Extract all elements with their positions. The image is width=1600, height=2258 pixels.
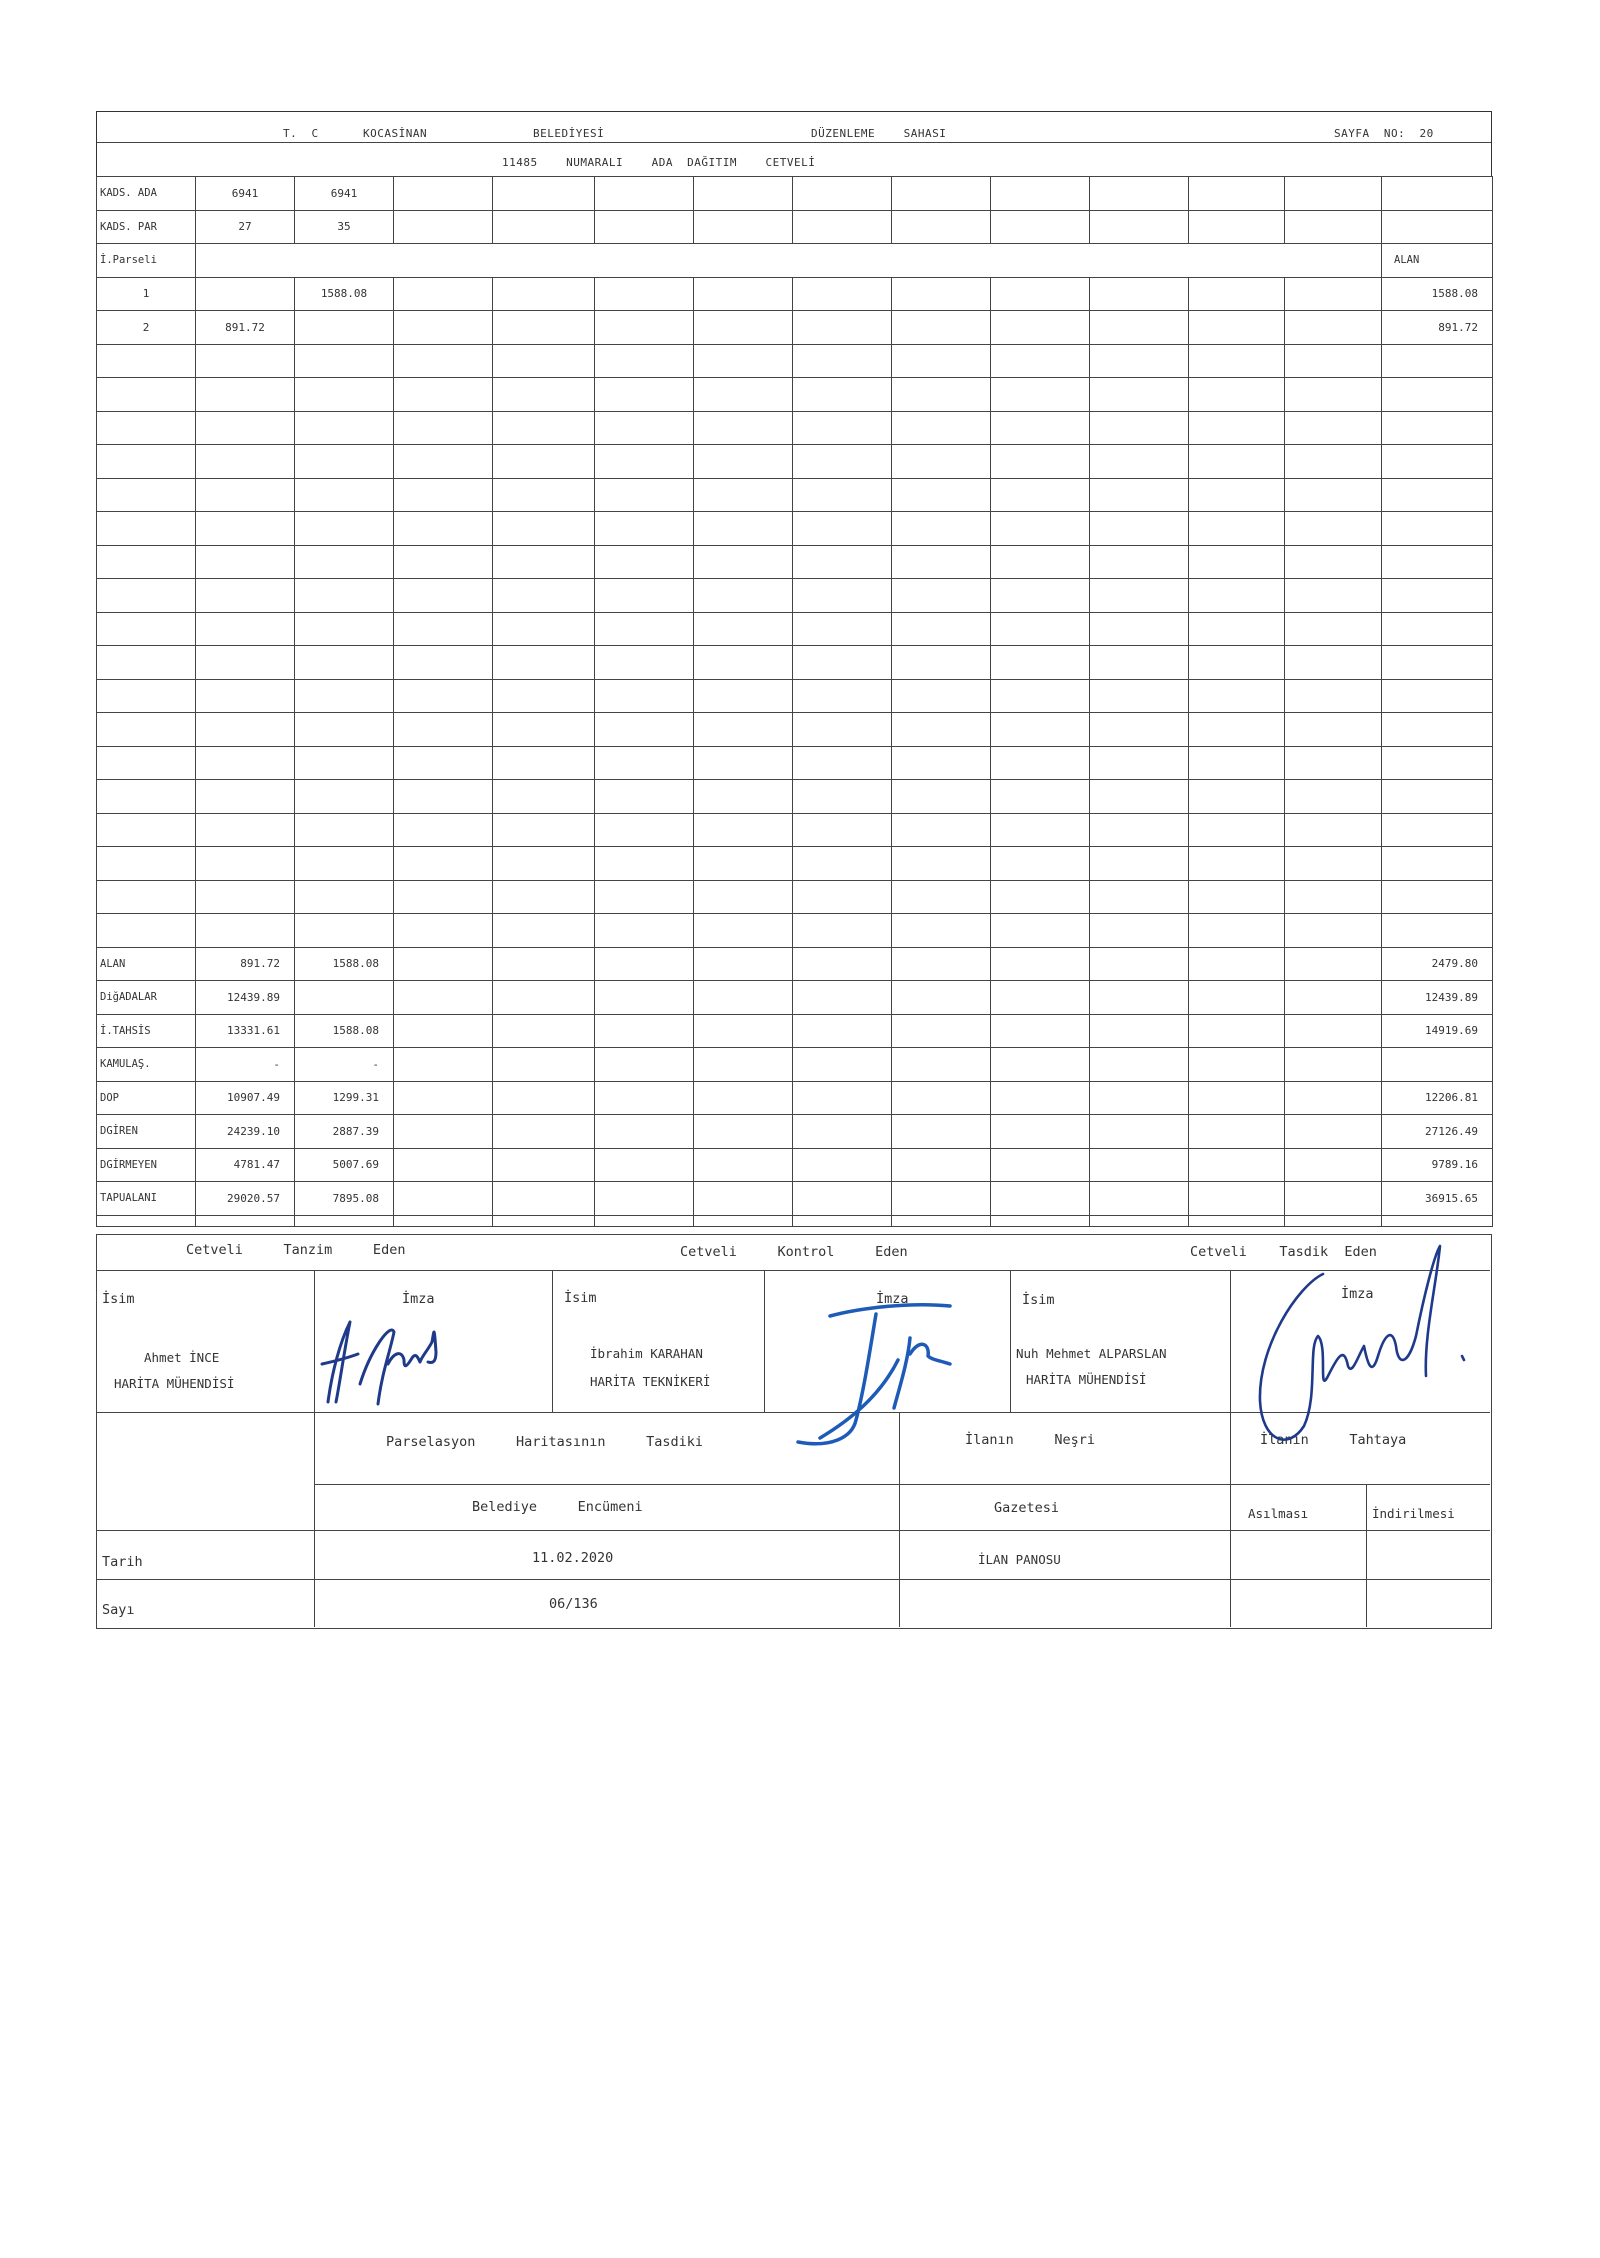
person-3-name: Nuh Mehmet ALPARSLAN xyxy=(1016,1346,1167,1361)
summary-row xyxy=(97,1182,1493,1216)
person-2-title: HARİTA TEKNİKERİ xyxy=(590,1374,711,1389)
summary-label: DiğADALAR xyxy=(97,981,196,1015)
summary-cell: 13331.61 xyxy=(196,1014,295,1048)
summary-row xyxy=(97,1115,1493,1149)
cell-alan: 1588.08 xyxy=(1382,277,1493,311)
summary-cell: 10907.49 xyxy=(196,1081,295,1115)
summary-cell: - xyxy=(295,1048,394,1082)
summary-row xyxy=(97,1048,1493,1082)
cell: 35 xyxy=(295,210,394,244)
empty-row xyxy=(97,612,1493,646)
summary-cell: 24239.10 xyxy=(196,1115,295,1149)
empty-row xyxy=(97,780,1493,814)
spacer-row xyxy=(97,1215,1493,1226)
person-3-title: HARİTA MÜHENDİSİ xyxy=(1026,1372,1147,1387)
summary-total: 27126.49 xyxy=(1382,1115,1493,1149)
cell: 1588.08 xyxy=(295,277,394,311)
summary-total: 9789.16 xyxy=(1382,1148,1493,1182)
tasdik-title: Cetveli Tasdik Eden xyxy=(1190,1244,1377,1260)
summary-total: 12206.81 xyxy=(1382,1081,1493,1115)
summary-row xyxy=(97,981,1493,1015)
distribution-sheet xyxy=(96,111,1492,1227)
empty-row xyxy=(97,679,1493,713)
summary-label: KAMULAŞ. xyxy=(97,1048,196,1082)
isim-label-2: İsim xyxy=(564,1290,597,1306)
sayi-value: 06/136 xyxy=(549,1596,598,1612)
empty-row xyxy=(97,545,1493,579)
row-kads-par xyxy=(97,210,1493,244)
parcel-no: 2 xyxy=(97,311,196,345)
summary-cell: 29020.57 xyxy=(196,1182,295,1216)
ilan-panosu: İLAN PANOSU xyxy=(978,1552,1061,1567)
row-iparseli xyxy=(97,244,1493,278)
header-area: DÜZENLEME SAHASI xyxy=(811,127,947,140)
person-1-title: HARİTA MÜHENDİSİ xyxy=(114,1376,235,1391)
summary-row xyxy=(97,947,1493,981)
summary-label: DGİRMEYEN xyxy=(97,1148,196,1182)
empty-row xyxy=(97,445,1493,479)
summary-total xyxy=(1382,1048,1493,1082)
summary-cell: - xyxy=(196,1048,295,1082)
row-parcel-1 xyxy=(97,277,1493,311)
summary-cell: 7895.08 xyxy=(295,1182,394,1216)
empty-row xyxy=(97,411,1493,445)
isim-label-3: İsim xyxy=(1022,1292,1055,1308)
summary-row xyxy=(97,1081,1493,1115)
header-municipality: KOCASİNAN xyxy=(363,127,428,140)
empty-row xyxy=(97,344,1493,378)
imza-label-3: İmza xyxy=(1341,1286,1374,1302)
cell: 891.72 xyxy=(196,311,295,345)
parselasyon-label: Parselasyon Haritasının Tasdiki xyxy=(386,1434,703,1450)
cell: 27 xyxy=(196,210,295,244)
row-kads-ada xyxy=(97,177,1493,211)
label-iparseli: İ.Parseli xyxy=(97,244,196,278)
summary-cell: 1299.31 xyxy=(295,1081,394,1115)
asilmasi-label: Asılması xyxy=(1248,1506,1309,1521)
belediye-encumeni-label: Belediye Encümeni xyxy=(472,1499,643,1515)
label-kads-par: KADS. PAR xyxy=(97,210,196,244)
empty-row xyxy=(97,646,1493,680)
imza-label-1: İmza xyxy=(402,1291,435,1307)
summary-row xyxy=(97,1148,1493,1182)
indirilmesi-label: İndirilmesi xyxy=(1372,1506,1455,1521)
header-tc: T. C xyxy=(283,127,319,140)
summary-label: DGİREN xyxy=(97,1115,196,1149)
summary-cell: 12439.89 xyxy=(196,981,295,1015)
kontrol-title: Cetveli Kontrol Eden xyxy=(680,1244,908,1260)
tarih-value: 11.02.2020 xyxy=(532,1550,614,1566)
empty-row xyxy=(97,813,1493,847)
summary-cell: 1588.08 xyxy=(295,1014,394,1048)
empty-row xyxy=(97,579,1493,613)
summary-cell: 4781.47 xyxy=(196,1148,295,1182)
distribution-table xyxy=(96,176,1493,1227)
summary-cell: 1588.08 xyxy=(295,947,394,981)
row-parcel-2 xyxy=(97,311,1493,345)
empty-row xyxy=(97,512,1493,546)
imza-label-2: İmza xyxy=(876,1291,909,1307)
ilanin-tahtaya-label: İlanın Tahtaya xyxy=(1260,1432,1407,1448)
signature-2 xyxy=(790,1300,980,1450)
label-alan-header: ALAN xyxy=(1382,244,1493,278)
cell: 6941 xyxy=(196,177,295,211)
summary-label: İ.TAHSİS xyxy=(97,1014,196,1048)
summary-total: 14919.69 xyxy=(1382,1014,1493,1048)
cell-alan: 891.72 xyxy=(1382,311,1493,345)
summary-total: 2479.80 xyxy=(1382,947,1493,981)
summary-cell: 5007.69 xyxy=(295,1148,394,1182)
empty-row xyxy=(97,378,1493,412)
parcel-no: 1 xyxy=(97,277,196,311)
summary-total: 12439.89 xyxy=(1382,981,1493,1015)
cell: 6941 xyxy=(295,177,394,211)
tanzim-title: Cetveli Tanzim Eden xyxy=(186,1242,406,1258)
summary-row xyxy=(97,1014,1493,1048)
label-kads-ada: KADS. ADA xyxy=(97,177,196,211)
person-2-name: İbrahim KARAHAN xyxy=(590,1346,703,1361)
signature-3 xyxy=(1248,1226,1523,1466)
summary-cell xyxy=(295,981,394,1015)
empty-row xyxy=(97,880,1493,914)
header-page-number: SAYFA NO: 20 xyxy=(1334,127,1434,140)
isim-label-1: İsim xyxy=(102,1291,135,1307)
summary-cell: 2887.39 xyxy=(295,1115,394,1149)
header-subtitle: 11485 NUMARALI ADA DAĞITIM CETVELİ xyxy=(502,156,816,169)
signature-1 xyxy=(310,1302,490,1412)
header-belediye: BELEDİYESİ xyxy=(533,127,605,140)
summary-cell: 891.72 xyxy=(196,947,295,981)
cell xyxy=(295,311,394,345)
tarih-label: Tarih xyxy=(102,1554,143,1570)
empty-row xyxy=(97,478,1493,512)
sheet-header xyxy=(96,111,1492,176)
sayi-label: Sayı xyxy=(102,1602,135,1618)
summary-label: DOP xyxy=(97,1081,196,1115)
summary-label: TAPUALANI xyxy=(97,1182,196,1216)
person-1-name: Ahmet İNCE xyxy=(144,1350,220,1365)
ilanin-nesri-label: İlanın Neşri xyxy=(965,1432,1096,1448)
empty-row xyxy=(97,847,1493,881)
summary-total: 36915.65 xyxy=(1382,1182,1493,1216)
empty-row xyxy=(97,914,1493,948)
cell xyxy=(196,277,295,311)
empty-row xyxy=(97,713,1493,747)
summary-label: ALAN xyxy=(97,947,196,981)
empty-row xyxy=(97,746,1493,780)
gazetesi-label: Gazetesi xyxy=(994,1500,1060,1516)
